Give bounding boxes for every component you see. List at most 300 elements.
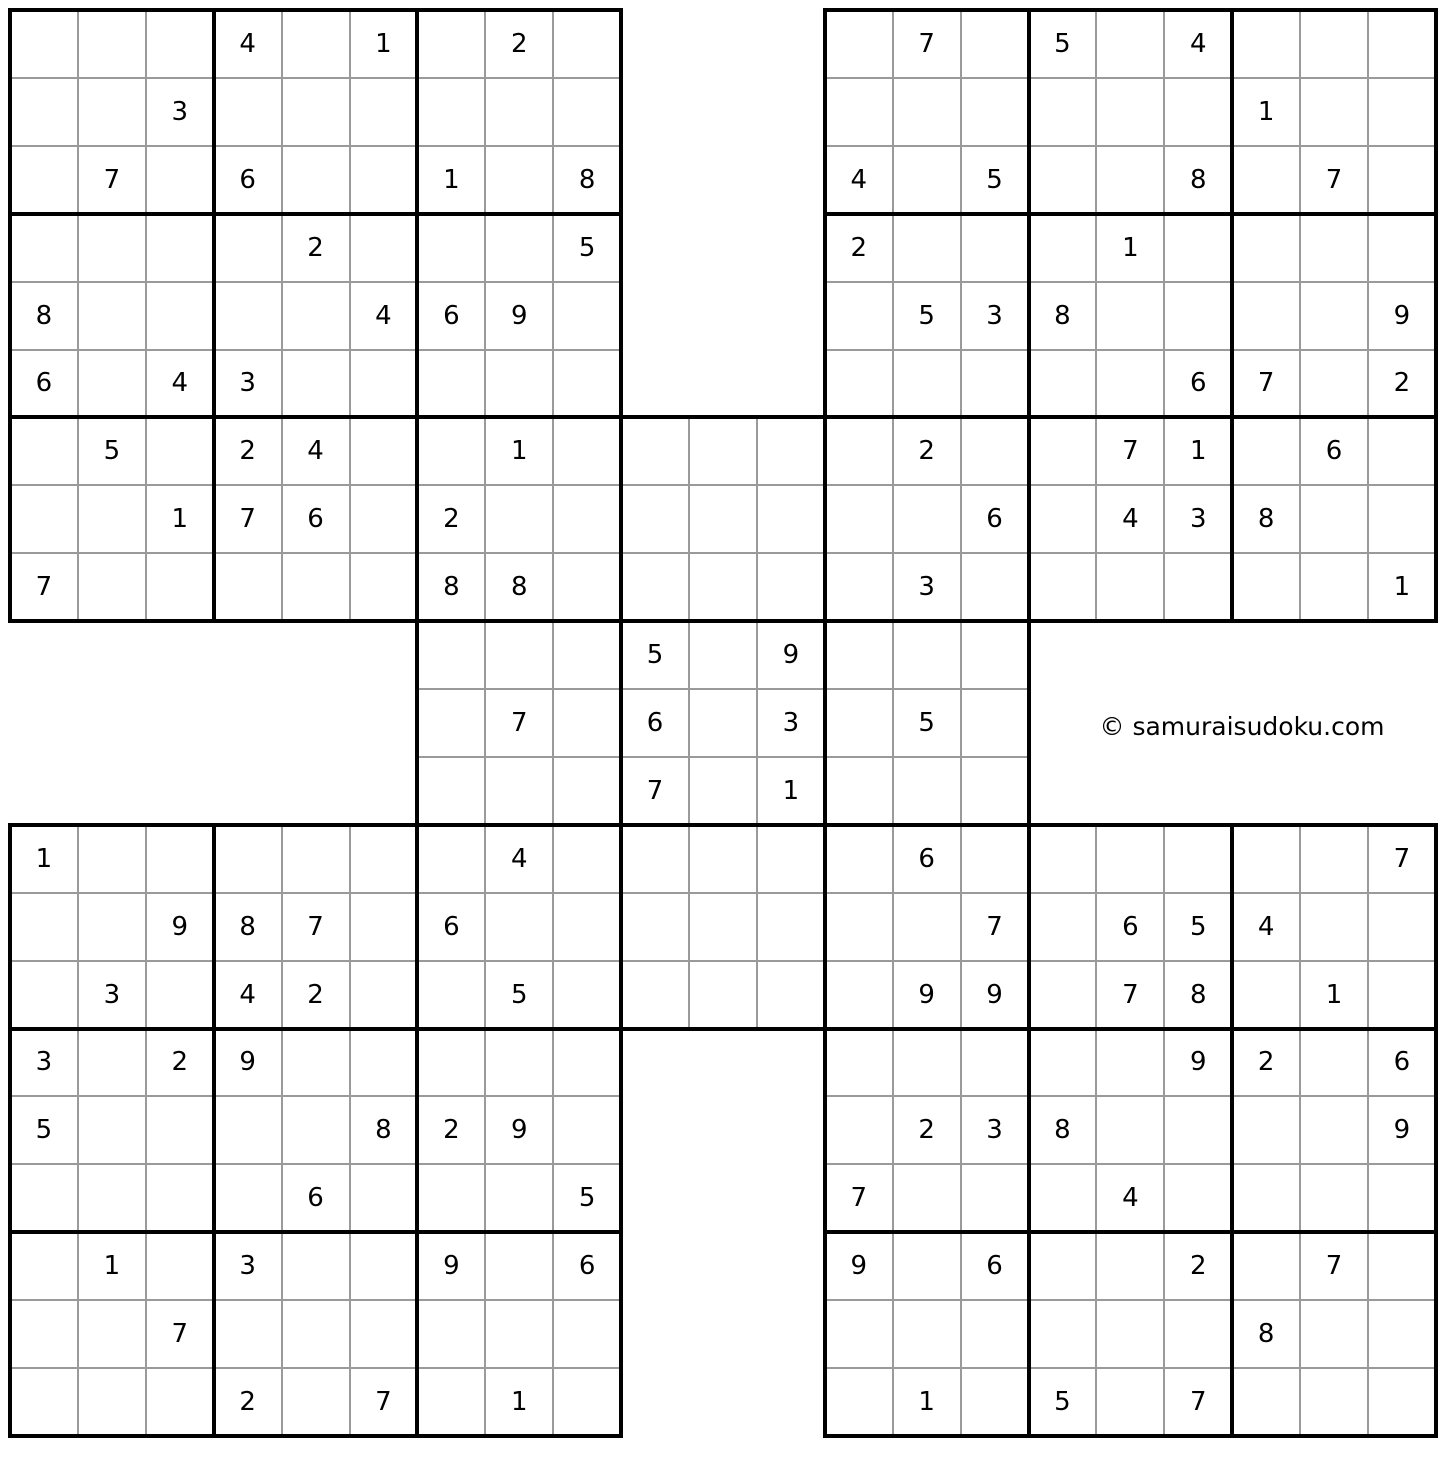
empty-cell-r11c13[interactable] bbox=[825, 689, 893, 757]
empty-cell-r7c1[interactable] bbox=[10, 417, 78, 485]
given-digit: 7 bbox=[1122, 979, 1139, 1010]
empty-cell-r18c16[interactable] bbox=[1029, 1164, 1097, 1232]
empty-cell-r7c12[interactable] bbox=[757, 417, 825, 485]
empty-cell-r9c17[interactable] bbox=[1096, 553, 1164, 621]
empty-cell-r7c11[interactable] bbox=[689, 417, 757, 485]
empty-cell-r5c19[interactable] bbox=[1232, 282, 1300, 350]
empty-cell-r17c19[interactable] bbox=[1232, 1096, 1300, 1164]
empty-cell-r3c3[interactable] bbox=[146, 146, 214, 214]
empty-cell-r15c7[interactable] bbox=[417, 961, 485, 1029]
empty-cell-r2c14[interactable] bbox=[893, 78, 961, 146]
empty-cell-r21c1[interactable] bbox=[10, 1368, 78, 1436]
empty-cell-r19c14[interactable] bbox=[893, 1232, 961, 1300]
given-digit: 3 bbox=[782, 707, 800, 738]
empty-cell-r12c9[interactable] bbox=[553, 757, 621, 825]
empty-cell-r4c18[interactable] bbox=[1164, 214, 1232, 282]
empty-cell-r2c6[interactable] bbox=[350, 78, 418, 146]
empty-cell-r1c19[interactable] bbox=[1232, 10, 1300, 78]
empty-cell-r7c10[interactable] bbox=[621, 417, 689, 485]
empty-cell-r19c16[interactable] bbox=[1029, 1232, 1097, 1300]
empty-cell-r14c11[interactable] bbox=[689, 893, 757, 961]
given-cell-r12c12 bbox=[757, 757, 825, 825]
given-digit: 6 bbox=[443, 300, 460, 331]
empty-cell-r6c9[interactable] bbox=[553, 350, 621, 418]
empty-cell-r3c21[interactable] bbox=[1368, 146, 1436, 214]
empty-cell-r1c2[interactable] bbox=[78, 10, 146, 78]
box-border-line bbox=[8, 823, 12, 1438]
empty-cell-r13c16[interactable] bbox=[1029, 825, 1097, 893]
empty-cell-r15c1[interactable] bbox=[10, 961, 78, 1029]
given-cell-r9c21 bbox=[1368, 553, 1436, 621]
empty-cell-r2c9[interactable] bbox=[553, 78, 621, 146]
empty-cell-r5c13[interactable] bbox=[825, 282, 893, 350]
empty-cell-r4c16[interactable] bbox=[1029, 214, 1097, 282]
empty-cell-r4c7[interactable] bbox=[417, 214, 485, 282]
empty-cell-r19c5[interactable] bbox=[282, 1232, 350, 1300]
empty-cell-r5c17[interactable] bbox=[1096, 282, 1164, 350]
empty-cell-r8c10[interactable] bbox=[621, 485, 689, 553]
given-cell-r17c15 bbox=[961, 1096, 1029, 1164]
empty-cell-r8c16[interactable] bbox=[1029, 485, 1097, 553]
empty-cell-r2c17[interactable] bbox=[1096, 78, 1164, 146]
empty-cell-r21c5[interactable] bbox=[282, 1368, 350, 1436]
empty-cell-r13c15[interactable] bbox=[961, 825, 1029, 893]
given-cell-r15c14 bbox=[893, 961, 961, 1029]
empty-cell-r16c16[interactable] bbox=[1029, 1029, 1097, 1097]
empty-cell-r16c5[interactable] bbox=[282, 1029, 350, 1097]
empty-cell-r1c5[interactable] bbox=[282, 10, 350, 78]
empty-cell-r19c8[interactable] bbox=[485, 1232, 553, 1300]
empty-cell-r5c9[interactable] bbox=[553, 282, 621, 350]
empty-cell-r18c15[interactable] bbox=[961, 1164, 1029, 1232]
empty-cell-r4c6[interactable] bbox=[350, 214, 418, 282]
empty-cell-r10c11[interactable] bbox=[689, 621, 757, 689]
empty-cell-r19c19[interactable] bbox=[1232, 1232, 1300, 1300]
empty-cell-r13c6[interactable] bbox=[350, 825, 418, 893]
empty-cell-r21c17[interactable] bbox=[1096, 1368, 1164, 1436]
empty-cell-r16c15[interactable] bbox=[961, 1029, 1029, 1097]
given-cell-r7c14 bbox=[893, 417, 961, 485]
given-digit: 4 bbox=[1122, 504, 1139, 535]
empty-cell-r1c3[interactable] bbox=[146, 10, 214, 78]
empty-cell-r20c5[interactable] bbox=[282, 1300, 350, 1368]
empty-cell-r3c17[interactable] bbox=[1096, 146, 1164, 214]
empty-cell-r6c13[interactable] bbox=[825, 350, 893, 418]
empty-cell-r12c13[interactable] bbox=[825, 757, 893, 825]
empty-cell-r2c2[interactable] bbox=[78, 78, 146, 146]
empty-cell-r9c11[interactable] bbox=[689, 553, 757, 621]
empty-cell-r9c12[interactable] bbox=[757, 553, 825, 621]
empty-cell-r14c21[interactable] bbox=[1368, 893, 1436, 961]
empty-cell-r13c13[interactable] bbox=[825, 825, 893, 893]
empty-cell-r9c6[interactable] bbox=[350, 553, 418, 621]
empty-cell-r4c20[interactable] bbox=[1300, 214, 1368, 282]
empty-cell-r15c13[interactable] bbox=[825, 961, 893, 1029]
empty-cell-r21c20[interactable] bbox=[1300, 1368, 1368, 1436]
empty-cell-r3c8[interactable] bbox=[485, 146, 553, 214]
empty-cell-r4c1[interactable] bbox=[10, 214, 78, 282]
empty-cell-r3c6[interactable] bbox=[350, 146, 418, 214]
empty-cell-r6c8[interactable] bbox=[485, 350, 553, 418]
empty-cell-r18c6[interactable] bbox=[350, 1164, 418, 1232]
empty-cell-r10c15[interactable] bbox=[961, 621, 1029, 689]
empty-cell-r16c7[interactable] bbox=[417, 1029, 485, 1097]
empty-cell-r16c13[interactable] bbox=[825, 1029, 893, 1097]
given-cell-r6c19 bbox=[1232, 350, 1300, 418]
empty-cell-r17c18[interactable] bbox=[1164, 1096, 1232, 1164]
empty-cell-r6c7[interactable] bbox=[417, 350, 485, 418]
thin-grid-line bbox=[825, 349, 1436, 351]
empty-cell-r14c10[interactable] bbox=[621, 893, 689, 961]
empty-cell-r12c15[interactable] bbox=[961, 757, 1029, 825]
empty-cell-r16c2[interactable] bbox=[78, 1029, 146, 1097]
given-digit: 8 bbox=[1054, 300, 1071, 331]
empty-cell-r18c14[interactable] bbox=[893, 1164, 961, 1232]
empty-cell-r12c7[interactable] bbox=[417, 757, 485, 825]
empty-cell-r14c12[interactable] bbox=[757, 893, 825, 961]
empty-cell-r17c20[interactable] bbox=[1300, 1096, 1368, 1164]
given-digit: 4 bbox=[239, 979, 256, 1010]
empty-cell-r2c20[interactable] bbox=[1300, 78, 1368, 146]
empty-cell-r18c4[interactable] bbox=[214, 1164, 282, 1232]
empty-cell-r1c17[interactable] bbox=[1096, 10, 1164, 78]
given-cell-r14c19 bbox=[1232, 893, 1300, 961]
empty-cell-r4c19[interactable] bbox=[1232, 214, 1300, 282]
empty-cell-r6c15[interactable] bbox=[961, 350, 1029, 418]
empty-cell-r10c7[interactable] bbox=[417, 621, 485, 689]
empty-cell-r5c4[interactable] bbox=[214, 282, 282, 350]
empty-cell-r6c2[interactable] bbox=[78, 350, 146, 418]
empty-cell-r2c16[interactable] bbox=[1029, 78, 1097, 146]
empty-cell-r20c14[interactable] bbox=[893, 1300, 961, 1368]
given-digit: 6 bbox=[1325, 436, 1343, 467]
empty-cell-r20c13[interactable] bbox=[825, 1300, 893, 1368]
empty-cell-r3c1[interactable] bbox=[10, 146, 78, 214]
empty-cell-r13c18[interactable] bbox=[1164, 825, 1232, 893]
given-digit: 4 bbox=[1257, 911, 1275, 942]
empty-cell-r18c20[interactable] bbox=[1300, 1164, 1368, 1232]
empty-cell-r11c9[interactable] bbox=[553, 689, 621, 757]
empty-cell-r5c2[interactable] bbox=[78, 282, 146, 350]
empty-cell-r3c14[interactable] bbox=[893, 146, 961, 214]
empty-cell-r1c15[interactable] bbox=[961, 10, 1029, 78]
empty-cell-r1c1[interactable] bbox=[10, 10, 78, 78]
empty-cell-r17c2[interactable] bbox=[78, 1096, 146, 1164]
empty-cell-r9c10[interactable] bbox=[621, 553, 689, 621]
given-digit: 9 bbox=[1393, 1115, 1411, 1146]
empty-cell-r13c10[interactable] bbox=[621, 825, 689, 893]
empty-cell-r10c13[interactable] bbox=[825, 621, 893, 689]
given-digit: 2 bbox=[171, 1047, 189, 1078]
given-digit: 6 bbox=[986, 504, 1003, 535]
empty-cell-r21c2[interactable] bbox=[78, 1368, 146, 1436]
empty-cell-r18c1[interactable] bbox=[10, 1164, 78, 1232]
empty-cell-r15c6[interactable] bbox=[350, 961, 418, 1029]
empty-cell-r9c19[interactable] bbox=[1232, 553, 1300, 621]
given-cell-r17c16 bbox=[1029, 1096, 1097, 1164]
empty-cell-r20c2[interactable] bbox=[78, 1300, 146, 1368]
empty-cell-r4c3[interactable] bbox=[146, 214, 214, 282]
empty-cell-r10c9[interactable] bbox=[553, 621, 621, 689]
empty-cell-r9c9[interactable] bbox=[553, 553, 621, 621]
given-digit: 5 bbox=[1054, 1386, 1071, 1417]
empty-cell-r8c1[interactable] bbox=[10, 485, 78, 553]
empty-cell-r2c5[interactable] bbox=[282, 78, 350, 146]
empty-cell-r7c16[interactable] bbox=[1029, 417, 1097, 485]
empty-cell-r5c20[interactable] bbox=[1300, 282, 1368, 350]
empty-cell-r11c7[interactable] bbox=[417, 689, 485, 757]
empty-cell-r15c11[interactable] bbox=[689, 961, 757, 1029]
empty-cell-r2c18[interactable] bbox=[1164, 78, 1232, 146]
empty-cell-r7c3[interactable] bbox=[146, 417, 214, 485]
empty-cell-r15c16[interactable] bbox=[1029, 961, 1097, 1029]
empty-cell-r8c11[interactable] bbox=[689, 485, 757, 553]
empty-cell-r15c3[interactable] bbox=[146, 961, 214, 1029]
empty-cell-r6c20[interactable] bbox=[1300, 350, 1368, 418]
empty-cell-r19c21[interactable] bbox=[1368, 1232, 1436, 1300]
empty-cell-r13c4[interactable] bbox=[214, 825, 282, 893]
empty-cell-r15c19[interactable] bbox=[1232, 961, 1300, 1029]
empty-cell-r13c7[interactable] bbox=[417, 825, 485, 893]
empty-cell-r1c7[interactable] bbox=[417, 10, 485, 78]
given-cell-r16c1 bbox=[10, 1029, 78, 1097]
given-cell-r15c5 bbox=[282, 961, 350, 1029]
empty-cell-r15c21[interactable] bbox=[1368, 961, 1436, 1029]
empty-cell-r15c12[interactable] bbox=[757, 961, 825, 1029]
given-digit: 3 bbox=[103, 979, 121, 1010]
empty-cell-r21c15[interactable] bbox=[961, 1368, 1029, 1436]
empty-cell-r17c17[interactable] bbox=[1096, 1096, 1164, 1164]
empty-cell-r6c16[interactable] bbox=[1029, 350, 1097, 418]
empty-cell-r3c5[interactable] bbox=[282, 146, 350, 214]
box-border-line bbox=[823, 823, 827, 1438]
empty-cell-r8c12[interactable] bbox=[757, 485, 825, 553]
empty-cell-r18c2[interactable] bbox=[78, 1164, 146, 1232]
empty-cell-r18c21[interactable] bbox=[1368, 1164, 1436, 1232]
empty-cell-r12c8[interactable] bbox=[485, 757, 553, 825]
empty-cell-r16c20[interactable] bbox=[1300, 1029, 1368, 1097]
given-digit: 1 bbox=[171, 504, 189, 535]
empty-cell-r7c13[interactable] bbox=[825, 417, 893, 485]
empty-cell-r2c1[interactable] bbox=[10, 78, 78, 146]
empty-cell-r13c5[interactable] bbox=[282, 825, 350, 893]
empty-cell-r8c13[interactable] bbox=[825, 485, 893, 553]
empty-cell-r15c10[interactable] bbox=[621, 961, 689, 1029]
empty-cell-r16c17[interactable] bbox=[1096, 1029, 1164, 1097]
empty-cell-r14c1[interactable] bbox=[10, 893, 78, 961]
empty-cell-r2c21[interactable] bbox=[1368, 78, 1436, 146]
empty-cell-r9c3[interactable] bbox=[146, 553, 214, 621]
given-digit: 6 bbox=[443, 911, 460, 942]
empty-cell-r21c13[interactable] bbox=[825, 1368, 893, 1436]
empty-cell-r12c14[interactable] bbox=[893, 757, 961, 825]
empty-cell-r8c2[interactable] bbox=[78, 485, 146, 553]
empty-cell-r4c4[interactable] bbox=[214, 214, 282, 282]
given-digit: 9 bbox=[850, 1251, 868, 1282]
empty-cell-r1c9[interactable] bbox=[553, 10, 621, 78]
given-digit: 7 bbox=[1122, 436, 1139, 467]
empty-cell-r18c3[interactable] bbox=[146, 1164, 214, 1232]
empty-cell-r21c21[interactable] bbox=[1368, 1368, 1436, 1436]
thin-grid-line bbox=[10, 145, 621, 147]
empty-cell-r7c21[interactable] bbox=[1368, 417, 1436, 485]
empty-cell-r11c11[interactable] bbox=[689, 689, 757, 757]
empty-cell-r17c13[interactable] bbox=[825, 1096, 893, 1164]
empty-cell-r5c18[interactable] bbox=[1164, 282, 1232, 350]
empty-cell-r21c19[interactable] bbox=[1232, 1368, 1300, 1436]
empty-cell-r8c9[interactable] bbox=[553, 485, 621, 553]
empty-cell-r9c18[interactable] bbox=[1164, 553, 1232, 621]
empty-cell-r16c6[interactable] bbox=[350, 1029, 418, 1097]
thin-grid-line bbox=[1095, 10, 1097, 621]
given-cell-r1c4 bbox=[214, 10, 282, 78]
given-digit: 1 bbox=[35, 843, 53, 874]
empty-cell-r20c4[interactable] bbox=[214, 1300, 282, 1368]
empty-cell-r3c19[interactable] bbox=[1232, 146, 1300, 214]
empty-cell-r14c9[interactable] bbox=[553, 893, 621, 961]
given-cell-r9c14 bbox=[893, 553, 961, 621]
box-border-line bbox=[8, 212, 623, 216]
empty-cell-r7c9[interactable] bbox=[553, 417, 621, 485]
empty-cell-r1c21[interactable] bbox=[1368, 10, 1436, 78]
given-digit: 3 bbox=[35, 1047, 53, 1078]
given-digit: 1 bbox=[1189, 436, 1207, 467]
empty-cell-r20c16[interactable] bbox=[1029, 1300, 1097, 1368]
empty-cell-r18c7[interactable] bbox=[417, 1164, 485, 1232]
empty-cell-r14c20[interactable] bbox=[1300, 893, 1368, 961]
empty-cell-r19c3[interactable] bbox=[146, 1232, 214, 1300]
empty-cell-r18c8[interactable] bbox=[485, 1164, 553, 1232]
given-digit: 9 bbox=[239, 1047, 256, 1078]
empty-cell-r9c4[interactable] bbox=[214, 553, 282, 621]
empty-cell-r8c6[interactable] bbox=[350, 485, 418, 553]
empty-cell-r9c5[interactable] bbox=[282, 553, 350, 621]
empty-cell-r20c21[interactable] bbox=[1368, 1300, 1436, 1368]
empty-cell-r1c13[interactable] bbox=[825, 10, 893, 78]
empty-cell-r5c5[interactable] bbox=[282, 282, 350, 350]
empty-cell-r4c15[interactable] bbox=[961, 214, 1029, 282]
given-cell-r1c8 bbox=[485, 10, 553, 78]
empty-cell-r8c14[interactable] bbox=[893, 485, 961, 553]
empty-cell-r14c6[interactable] bbox=[350, 893, 418, 961]
empty-cell-r8c8[interactable] bbox=[485, 485, 553, 553]
empty-cell-r20c8[interactable] bbox=[485, 1300, 553, 1368]
given-cell-r11c8 bbox=[485, 689, 553, 757]
empty-cell-r3c16[interactable] bbox=[1029, 146, 1097, 214]
empty-cell-r13c12[interactable] bbox=[757, 825, 825, 893]
empty-cell-r4c8[interactable] bbox=[485, 214, 553, 282]
given-cell-r3c2 bbox=[78, 146, 146, 214]
empty-cell-r18c18[interactable] bbox=[1164, 1164, 1232, 1232]
empty-cell-r21c3[interactable] bbox=[146, 1368, 214, 1436]
empty-cell-r20c6[interactable] bbox=[350, 1300, 418, 1368]
empty-cell-r2c7[interactable] bbox=[417, 78, 485, 146]
empty-cell-r16c9[interactable] bbox=[553, 1029, 621, 1097]
empty-cell-r20c18[interactable] bbox=[1164, 1300, 1232, 1368]
empty-cell-r9c13[interactable] bbox=[825, 553, 893, 621]
empty-cell-r7c15[interactable] bbox=[961, 417, 1029, 485]
empty-cell-r17c4[interactable] bbox=[214, 1096, 282, 1164]
given-digit: 3 bbox=[239, 1251, 256, 1282]
given-digit: 9 bbox=[443, 1251, 460, 1282]
empty-cell-r10c14[interactable] bbox=[893, 621, 961, 689]
empty-cell-r20c9[interactable] bbox=[553, 1300, 621, 1368]
empty-cell-r16c8[interactable] bbox=[485, 1029, 553, 1097]
empty-cell-r13c11[interactable] bbox=[689, 825, 757, 893]
empty-cell-r6c6[interactable] bbox=[350, 350, 418, 418]
empty-cell-r14c13[interactable] bbox=[825, 893, 893, 961]
empty-cell-r19c6[interactable] bbox=[350, 1232, 418, 1300]
empty-cell-r7c7[interactable] bbox=[417, 417, 485, 485]
empty-cell-r21c7[interactable] bbox=[417, 1368, 485, 1436]
empty-cell-r13c19[interactable] bbox=[1232, 825, 1300, 893]
empty-cell-r6c17[interactable] bbox=[1096, 350, 1164, 418]
empty-cell-r20c20[interactable] bbox=[1300, 1300, 1368, 1368]
empty-cell-r12c11[interactable] bbox=[689, 757, 757, 825]
empty-cell-r14c14[interactable] bbox=[893, 893, 961, 961]
empty-cell-r19c17[interactable] bbox=[1096, 1232, 1164, 1300]
empty-cell-r7c19[interactable] bbox=[1232, 417, 1300, 485]
empty-cell-r4c21[interactable] bbox=[1368, 214, 1436, 282]
empty-cell-r14c16[interactable] bbox=[1029, 893, 1097, 961]
empty-cell-r4c2[interactable] bbox=[78, 214, 146, 282]
empty-cell-r19c1[interactable] bbox=[10, 1232, 78, 1300]
given-cell-r13c21 bbox=[1368, 825, 1436, 893]
empty-cell-r15c9[interactable] bbox=[553, 961, 621, 1029]
empty-cell-r2c13[interactable] bbox=[825, 78, 893, 146]
given-digit: 1 bbox=[918, 1386, 935, 1417]
given-digit: 8 bbox=[1257, 1319, 1275, 1350]
empty-cell-r17c3[interactable] bbox=[146, 1096, 214, 1164]
empty-cell-r17c5[interactable] bbox=[282, 1096, 350, 1164]
empty-cell-r13c17[interactable] bbox=[1096, 825, 1164, 893]
empty-cell-r6c14[interactable] bbox=[893, 350, 961, 418]
empty-cell-r13c9[interactable] bbox=[553, 825, 621, 893]
empty-cell-r5c3[interactable] bbox=[146, 282, 214, 350]
empty-cell-r20c17[interactable] bbox=[1096, 1300, 1164, 1368]
empty-cell-r2c8[interactable] bbox=[485, 78, 553, 146]
empty-cell-r20c15[interactable] bbox=[961, 1300, 1029, 1368]
empty-cell-r17c9[interactable] bbox=[553, 1096, 621, 1164]
empty-cell-r9c16[interactable] bbox=[1029, 553, 1097, 621]
empty-cell-r13c2[interactable] bbox=[78, 825, 146, 893]
empty-cell-r14c2[interactable] bbox=[78, 893, 146, 961]
empty-cell-r6c5[interactable] bbox=[282, 350, 350, 418]
empty-cell-r8c20[interactable] bbox=[1300, 485, 1368, 553]
empty-cell-r9c20[interactable] bbox=[1300, 553, 1368, 621]
empty-cell-r8c21[interactable] bbox=[1368, 485, 1436, 553]
empty-cell-r9c15[interactable] bbox=[961, 553, 1029, 621]
empty-cell-r20c1[interactable] bbox=[10, 1300, 78, 1368]
thin-grid-line bbox=[825, 145, 1436, 147]
empty-cell-r20c7[interactable] bbox=[417, 1300, 485, 1368]
empty-cell-r2c15[interactable] bbox=[961, 78, 1029, 146]
empty-cell-r21c9[interactable] bbox=[553, 1368, 621, 1436]
empty-cell-r4c14[interactable] bbox=[893, 214, 961, 282]
empty-cell-r16c14[interactable] bbox=[893, 1029, 961, 1097]
empty-cell-r2c4[interactable] bbox=[214, 78, 282, 146]
empty-cell-r11c15[interactable] bbox=[961, 689, 1029, 757]
empty-cell-r7c6[interactable] bbox=[350, 417, 418, 485]
empty-cell-r1c20[interactable] bbox=[1300, 10, 1368, 78]
empty-cell-r18c19[interactable] bbox=[1232, 1164, 1300, 1232]
thin-grid-line bbox=[145, 10, 147, 621]
empty-cell-r13c3[interactable] bbox=[146, 825, 214, 893]
empty-cell-r9c2[interactable] bbox=[78, 553, 146, 621]
empty-cell-r10c8[interactable] bbox=[485, 621, 553, 689]
empty-cell-r13c20[interactable] bbox=[1300, 825, 1368, 893]
empty-cell-r14c8[interactable] bbox=[485, 893, 553, 961]
